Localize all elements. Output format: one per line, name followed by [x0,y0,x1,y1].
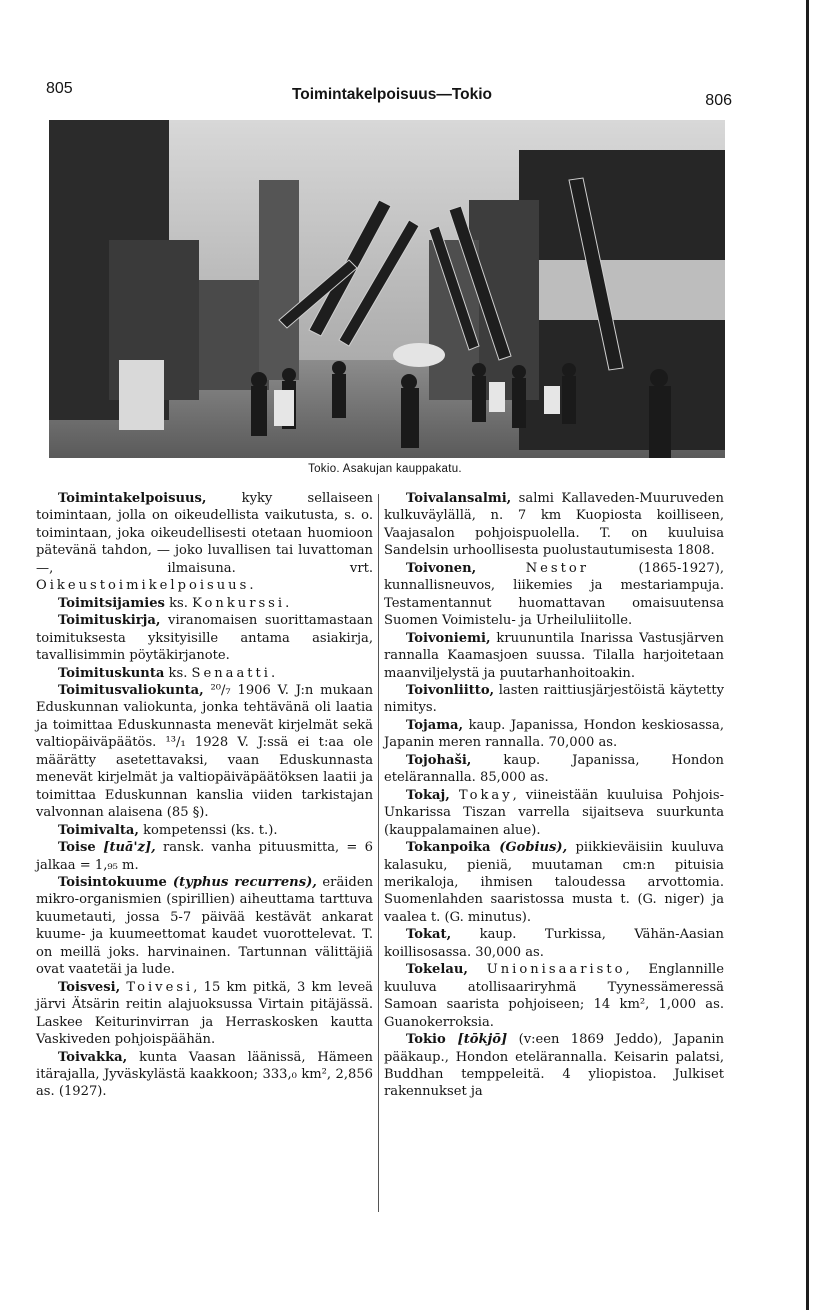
entry-cross-reference: Unionisaaristo [486,962,626,978]
entry-pronunciation: (Gobius), [490,840,568,856]
entry-text-tail: (1865-1927), kunnallisneuvos, liikemies ja mestariampuja. Testamentannut huomattavan omaisuutensa Suomen Voimistelu- ja Urheiluliitolle. [384,560,724,629]
dictionary-entry [36,874,373,979]
entry-headword: Toivalansalmi, [406,491,512,506]
entry-text [468,962,487,977]
entry-headword: Tojohaši, [406,752,472,768]
dictionary-entry [384,787,724,839]
entry-headword: Toimivalta, [58,822,139,838]
dictionary-entry [384,839,724,926]
entry-headword: Toimituskunta [58,665,165,681]
entry-cross-reference: Nestor [525,560,590,576]
dictionary-entry [384,630,724,682]
left-column [36,490,373,1101]
entry-headword: Toisintokuume [58,874,167,890]
dictionary-entry [36,682,373,822]
entry-headword: Tokanpoika [406,840,491,856]
dictionary-entry [36,612,373,664]
dictionary-entry [384,1031,724,1101]
dictionary-entry [384,717,724,752]
entry-text [450,788,459,803]
entry-cross-reference: Toivesi [126,979,194,995]
dictionary-entry [36,1049,373,1101]
dictionary-entry [384,560,724,630]
entry-text: viranomaisen suorittamastaan toimituksesta yksityisille antama asiakirja, tavallisimmin pöytäkirjanote. [36,613,373,664]
entry-headword: Tokat, [406,927,452,943]
entry-text: (v:een 1869 Jeddo), Japanin pääkaup., Hondon etelärannalla. Keisarin palatsi, Buddhan temppeleitä. 4 yliopistoa. Julkiset rakennukset ja [384,1032,725,1100]
running-title: Toimintakelpoisuus—Tokio [291,86,493,103]
entry-headword: Toisvesi, [58,979,121,995]
page-edge-rule [806,0,809,1310]
entry-text-tail: , viineistään kuuluisa Pohjois-Unkarissa Tiszan varrella sijaitseva suurkunta (kauppalamainen alue). [384,787,724,838]
dictionary-entry [36,595,373,612]
entry-headword: Tojama, [406,717,464,733]
dictionary-entry [384,961,724,1031]
entry-text-tail: , Englannille kuuluva atollisaariryhmä Tyynessämeressä Samoan saarista pohjoiseen; 14 km², 1,000 as. Guanokerroksia. [384,962,724,1030]
dictionary-entry [36,839,373,874]
dictionary-entry [36,979,373,1049]
entry-cross-reference: Konkurssi [192,595,286,611]
entry-headword: Tokio [406,1032,446,1048]
entry-headword: Toivonliitto, [406,682,495,698]
page-number-right: 806 [705,92,732,109]
entry-text-tail: . [249,578,254,594]
entry-text: kompetenssi (ks. t.). [138,822,278,838]
page-header [0,76,824,109]
dictionary-entry [36,490,373,595]
entry-text: ks. [164,665,192,681]
entry-text: kunta Vaasan läänissä, Hämeen itärajalla, Jyväskylästä kaakkoon; 333,₀ km², 2,856 as. (1927). [36,1049,373,1100]
page-number-left: 805 [46,80,73,97]
entry-headword: Toimituskirja, [58,613,161,629]
entry-headword: Toivoniemi, [406,630,491,646]
entry-cross-reference: Oikeustoimikelpoisuus [36,578,250,594]
entry-text: ks. [164,595,193,611]
entry-pronunciation: [tōkjō] [445,1032,508,1048]
entry-headword: Toimintakelpoisuus, [58,491,207,506]
entry-text: kruununtila Inarissa Vastusjärven rannalla Kaamasjoen suussa. Tilalla harjoitetaan maanviljelystä ja puutarhanhoitoakin. [384,630,724,681]
entry-text: salmi Kallaveden-Muuruveden kulkuväylällä, n. 7 km Kuopiosta koilliseen, Vaajasalon pohjoispuolella. T. on kuuluisa Sandelsin urhoollisesta puolustautumisesta 1808. [384,491,724,559]
entry-text: kaup. Japanissa, Hondon keskiosassa, Japanin meren rannalla. 70,000 as. [384,717,724,751]
entry-pronunciation: [tuā'z], [95,840,156,856]
dictionary-entry [384,682,724,717]
entry-text [476,561,525,576]
right-column [384,490,724,1101]
dictionary-entry [384,490,724,560]
entry-text: ransk. vanha pituusmitta, = 6 jalkaa = 1,₉₅ m. [36,840,373,873]
entry-text: ²⁰/₇ 1906 V. J:n mukaan Eduskunnan valiokunta, jonka tehtävänä oli laatia ja toimittaa Eduskunnasta menevät kirjelmät sekä valtiopäiväpäätös. ¹³/₁ 1928 V. J:ssä ei t:aa ole määrätty asetettavaksi, vaan Eduskunnasta menevät kirjelmät ja valtiopäiväpäätöksen laatii ja toimittaa Eduskunnan kanslia viiden tarkistajan valvonnan alaisena (85 §). [36,682,373,821]
entry-headword: Tokaj, [406,787,450,803]
entry-headword: Toimitsijamies [58,595,165,611]
entry-cross-reference: Senaatti [191,665,271,681]
dictionary-entry [384,752,724,787]
entry-text: kaup. Japanissa, Hondon etelärannalla. 85,000 as. [384,752,724,786]
entry-text: kyky sellaiseen toimintaan, jolla on oikeudellista vaikutusta, s. o. toimintaan, joka oikeudellisesti otetaan huomioon pätevänä tahdon, — joko luvallisen tai luvattoman —, ilmaisuna. vrt. [36,491,373,576]
entry-pronunciation: (typhus recurrens), [166,874,317,890]
dictionary-entry [36,822,373,839]
street-photo-illustration [49,120,725,458]
entry-text: kaup. Turkissa, Vähän-Aasian koillisosassa. 30,000 as. [384,927,724,960]
entry-text: lasten raittiusjärjestöistä käytetty nimitys. [384,682,724,716]
photo-caption: Tokio. Asakujan kauppakatu. [308,463,462,475]
entry-text: piikkieväisiin kuuluva kalasuku, pieniä, muutaman cm:n pituisia merikaloja, ihmisen taloudessa arvottomia. Suomenlahden saaristossa musta t. (G. niger) ja vaalea t. (G. minutus). [384,840,724,925]
entry-headword: Toivakka, [58,1049,128,1065]
entry-headword: Toivonen, [406,560,477,576]
entry-text-tail: . [271,665,276,681]
entry-text: eräiden mikro-organismien (spirillien) aiheuttama tarttuva kuumetauti, jossa 5-7 päivää kestävät ankarat kuume- ja kuumeettomat kaudet vuorottelevat. T. on meillä joks. harvinainen. Tartunnan välittäjiä ovat vaatetäi ja lude. [36,874,373,978]
dictionary-entry [36,665,373,682]
entry-text-tail: , 15 km pitkä, 3 km leveä järvi Ätsärin reitin alajuoksussa Virtain pitäjässä. Laskee Keiturinvirran ja Herraskosken kautta Vaskiveden pohjoispäähän. [36,979,373,1048]
entry-text-tail: . [285,595,290,611]
entry-headword: Tokelau, [406,962,468,978]
entry-headword: Toimitusvaliokunta, [58,682,204,698]
column-divider [378,494,379,1212]
street-photo [49,120,725,458]
dictionary-entry [384,926,724,961]
entry-headword: Toise [58,840,96,856]
entry-cross-reference: Tokay [458,787,513,803]
